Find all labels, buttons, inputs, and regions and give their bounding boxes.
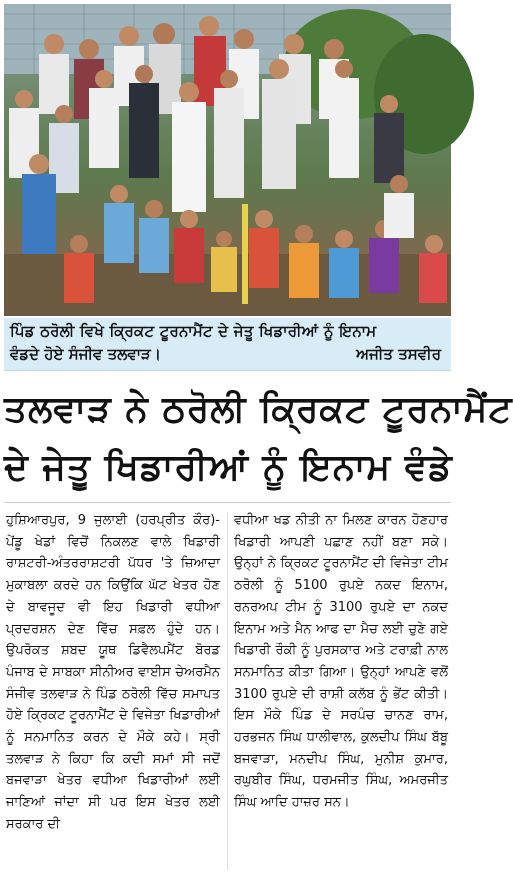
article-text-left: ਹੁਸ਼ਿਆਰਪੁਰ, 9 ਜੁਲਾਈ (ਹਰਪ੍ਰੀਤ ਕੌਰ)-ਪੇਂਡੂ ਖੇਡਾਂ ਵਿਚੋਂ ਨਿਕਲਣ ਵਾਲੇ ਖਿਡਾਰੀ ਰਾਸ਼ਟਰੀ-ਅੰਤਰਰਾਸ਼ਟਰੀ ਪੱਧਰ 'ਤੇ ਜ਼ਿਆਦਾ ਮੁਕਾਬਲਾ ਕਰਦੇ ਹਨ ਕਿਉਂਕਿ ਘੱਟ ਖੇਤਰ ਹੋਣ ਦੇ ਬਾਵਜੂਦ ਵੀ ਇਹ ਖਿਡਾਰੀ ਵਧੀਆ ਪ੍ਰਦਰਸ਼ਨ ਦੇਣ ਵਿੱਚ ਸਫ਼ਲ ਹੁੰਦੇ ਹਨ। ਉਪਰੋਕਤ ਸ਼ਬਦ ਯੂਥ ਡਿਵੈਲਪਮੈਂਟ ਬੋਰਡ ਪੰਜਾਬ ਦੇ ਸਾਬਕਾ ਸੀਨੀਅਰ ਵਾਈਸ ਚੇਅਰਮੈਨ ਸੰਜੀਵ ਤਲਵਾੜ ਨੇ ਪਿੰਡ ਠਰੋਲੀ ਵਿੱਚ ਸਮਾਪਤ ਹੋਏ ਕ੍ਰਿਕਟ ਟੂਰਨਾਮੈਂਟ ਦੇ ਵਿਜੇਤਾ ਖਿਡਾਰੀਆਂ ਨੂੰ ਸਨਮਾਨਿਤ ਕਰਨ ਦੇ ਮੌਕੇ ਕਹੇ। ਸ੍ਰੀ ਤਲਵਾੜ ਨੇ ਕਿਹਾ ਕਿ ਕਦੀ ਸਮਾਂ ਸੀ ਜਦੋਂ ਬਜਵਾੜਾ ਖੇਤਰ ਵਧੀਆ ਖਿਡਾਰੀਆਂ ਲਈ ਜਾਣਿਆਂ ਜਾਂਦਾ ਸੀ ਪਰ ਇਸ ਖੇਤਰ ਲਈ ਸਰਕਾਰ ਦੀ [6, 513, 220, 832]
photo-credit: ਅਜੀਤ ਤਸਵੀਰ [356, 345, 441, 363]
article-column-left [6, 510, 220, 836]
headline-line-2: ਦੇ ਜੇਤੂ ਖਿਡਾਰੀਆਂ ਨੂੰ ਇਨਾਮ ਵੰਡੇ [4, 447, 453, 488]
headline-line-1: ਤਲਵਾੜ ਨੇ ਠਰੋਲੀ ਕ੍ਰਿਕਟ ਟੂਰਨਾਮੈਂਟ [4, 389, 513, 430]
headline-divider [4, 502, 451, 503]
article-column-right [234, 510, 448, 814]
photo-caption [4, 318, 451, 371]
group-photo [4, 4, 451, 316]
group-photo-illustration [4, 4, 451, 316]
column-divider [227, 512, 228, 870]
caption-line-1: ਪਿੰਡ ਠਰੋਲੀ ਵਿਖੇ ਕ੍ਰਿਕਟ ਟੂਰਨਾਮੈਂਟ ਦੇ ਜੇਤੂ ਖਿਡਾਰੀਆਂ ਨੂੰ ਇਨਾਮ [10, 322, 377, 340]
caption-line-2: ਵੰਡਦੇ ਹੋਏ ਸੰਜੀਵ ਤਲਵਾੜ। [10, 345, 161, 363]
article-text-right: ਵਧੀਆ ਖਡ ਨੀਤੀ ਨਾ ਮਿਲਣ ਕਾਰਨ ਹੋਣਹਾਰ ਖਿਡਾਰੀ ਆਪਣੀ ਪਛਾਣ ਨਹੀਂ ਬਣਾ ਸਕੇ। ਉਨ੍ਹਾਂ ਨੇ ਕ੍ਰਿਕਟ ਟੂਰਨਾਮੈਂਟ ਦੀ ਵਿਜੇਤਾ ਟੀਮ ਠਰੋਲੀ ਨੂੰ 5100 ਰੁਪਏ ਨਕਦ ਇਨਾਮ, ਰਨਰਅਪ ਟੀਮ ਨੂੰ 3100 ਰੁਪਏ ਦਾ ਨਕਦ ਇਨਾਮ ਅਤੇ ਮੈਨ ਆਫ ਦਾ ਮੈਚ ਲਈ ਚੁਣੇ ਗਏ ਖਿਡਾਰੀ ਰੌਕੀ ਨੂੰ ਪੁਰਸਕਾਰ ਅਤੇ ਟਰਾਫ਼ੀ ਨਾਲ ਸਨਮਾਨਿਤ ਕੀਤਾ ਗਿਆ। ਉਨ੍ਹਾਂ ਆਪਣੇ ਵਲੋਂ 3100 ਰੁਪਏ ਦੀ ਰਾਸ਼ੀ ਕਲੱਬ ਨੂੰ ਭੇਂਟ ਕੀਤੀ। ਇਸ ਮੌਕੇ ਪਿੰਡ ਦੇ ਸਰਪੰਚ ਚਾਨਣ ਰਾਮ, ਹਰਭਜਨ ਸਿੰਘ ਧਾਲੀਵਾਲ, ਕੁਲਦੀਪ ਸਿੰਘ ਬੱਬੂ ਬਜਵਾੜਾ, ਮਨਦੀਪ ਸਿੰਘ, ਮੁਨੀਸ਼ ਕੁਮਾਰ, ਰਘੁਬੀਰ ਸਿੰਘ, ਧਰਮਜੀਤ ਸਿੰਘ, ਅਮਰਜੀਤ ਸਿੰਘ ਆਦਿ ਹਾਜ਼ਰ ਸਨ। [234, 513, 448, 811]
